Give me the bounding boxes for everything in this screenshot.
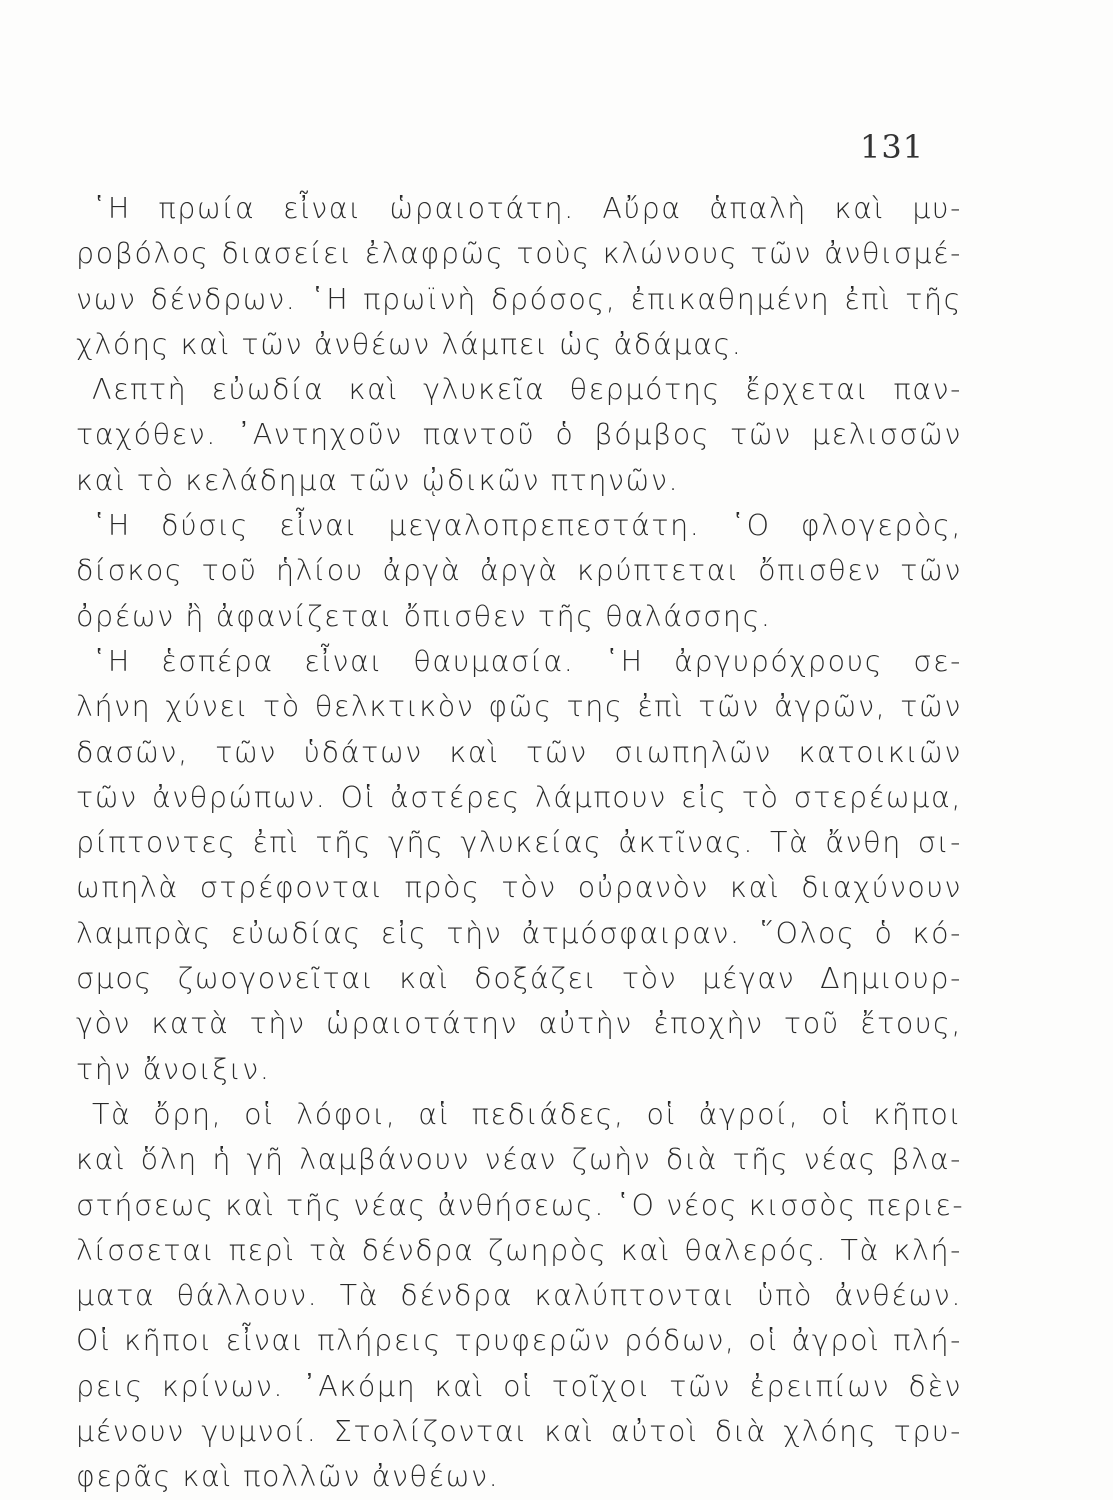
text-line: λήνη χύνει τὸ θελκτικὸν φῶς της ἐπὶ τῶν ἀγρῶν, τῶν <box>76 690 962 724</box>
text-line: λίσσεται περὶ τὰ δένδρα ζωηρὸς καὶ θαλερός. Τὰ κλή- <box>76 1233 962 1267</box>
text-line: δασῶν, τῶν ὑδάτων καὶ τῶν σιωπηλῶν κατοικιῶν <box>76 735 962 769</box>
text-line: τὴν ἄνοιξιν. <box>76 1052 271 1086</box>
text-line: χλόης καὶ τῶν ἀνθέων λάμπει ὡς ἀδάμας. <box>76 327 743 361</box>
text-line: ταχόθεν. ᾽Αντηχοῦν παντοῦ ὁ βόμβος τῶν μελισσῶν <box>76 418 962 452</box>
body-text <box>76 186 965 1500</box>
page-number: 131 <box>860 128 925 166</box>
text-line: καὶ ὅλη ἡ γῆ λαμβάνουν νέαν ζωὴν διὰ τῆς νέας βλα- <box>76 1143 962 1177</box>
text-line: ματα θάλλουν. Τὰ δένδρα καλύπτονται ὑπὸ ἀνθέων. <box>76 1279 962 1313</box>
text-line: ὀρέων ἢ ἀφανίζεται ὄπισθεν τῆς θαλάσσης. <box>76 599 772 633</box>
text-line: τῶν ἀνθρώπων. Οἱ ἀστέρες λάμπουν εἰς τὸ στερέωμα, <box>76 780 962 814</box>
text-line: ωπηλὰ στρέφονται πρὸς τὸν οὐρανὸν καὶ διαχύνουν <box>76 871 962 905</box>
text-line: Λεπτὴ εὐωδία καὶ γλυκεῖα θερμότης ἔρχεται παν- <box>92 373 962 407</box>
text-line: φερᾶς καὶ πολλῶν ἀνθέων. <box>76 1460 500 1494</box>
text-line: λαμπρὰς εὐωδίας εἰς τὴν ἀτμόσφαιραν. ῞Ολος ὁ κό- <box>76 916 962 950</box>
text-line: νων δένδρων. ῾Η πρωϊνὴ δρόσος, ἐπικαθημένη ἐπὶ τῆς <box>76 282 962 316</box>
text-line: δίσκος τοῦ ἡλίου ἀργὰ ἀργὰ κρύπτεται ὄπισθεν τῶν <box>76 554 962 588</box>
text-line: στήσεως καὶ τῆς νέας ἀνθήσεως. ῾Ο νέος κισσὸς περιε- <box>76 1188 965 1222</box>
text-line: ρεις κρίνων. ᾽Ακόμη καὶ οἱ τοῖχοι τῶν ἐρειπίων δὲν <box>76 1369 962 1403</box>
text-line: ρίπτοντες ἐπὶ τῆς γῆς γλυκείας ἀκτῖνας. Τὰ ἄνθη σι- <box>76 826 962 860</box>
text-line: σμος ζωογονεῖται καὶ δοξάζει τὸν μέγαν Δημιουρ- <box>76 962 962 996</box>
text-line: γὸν κατὰ τὴν ὡραιοτάτην αὐτὴν ἐποχὴν τοῦ ἔτους, <box>76 1007 962 1041</box>
text-line: ῾Η ἑσπέρα εἶναι θαυμασία. ῾Η ἀργυρόχρους σε- <box>92 644 962 678</box>
text-line: ῾Η πρωία εἶναι ὡραιοτάτη. Αὔρα ἁπαλὴ καὶ μυ- <box>92 192 962 225</box>
text-line: καὶ τὸ κελάδημα τῶν ᾠδικῶν πτηνῶν. <box>76 463 680 497</box>
text-line: ροβόλος διασείει ἐλαφρῶς τοὺς κλώνους τῶν ἀνθισμέ- <box>76 237 962 271</box>
text-line: Οἱ κῆποι εἶναι πλήρεις τρυφερῶν ρόδων, οἱ ἀγροὶ πλή- <box>76 1324 962 1358</box>
text-line: Τὰ ὄρη, οἱ λόφοι, αἱ πεδιάδες, οἱ ἀγροί, οἱ κῆποι <box>92 1097 962 1131</box>
text-line: μένουν γυμνοί. Στολίζονται καὶ αὐτοὶ διὰ χλόης τρυ- <box>76 1415 962 1449</box>
text-line: ῾Η δύσις εἶναι μεγαλοπρεπεστάτη. ῾Ο φλογερὸς, <box>92 509 962 543</box>
